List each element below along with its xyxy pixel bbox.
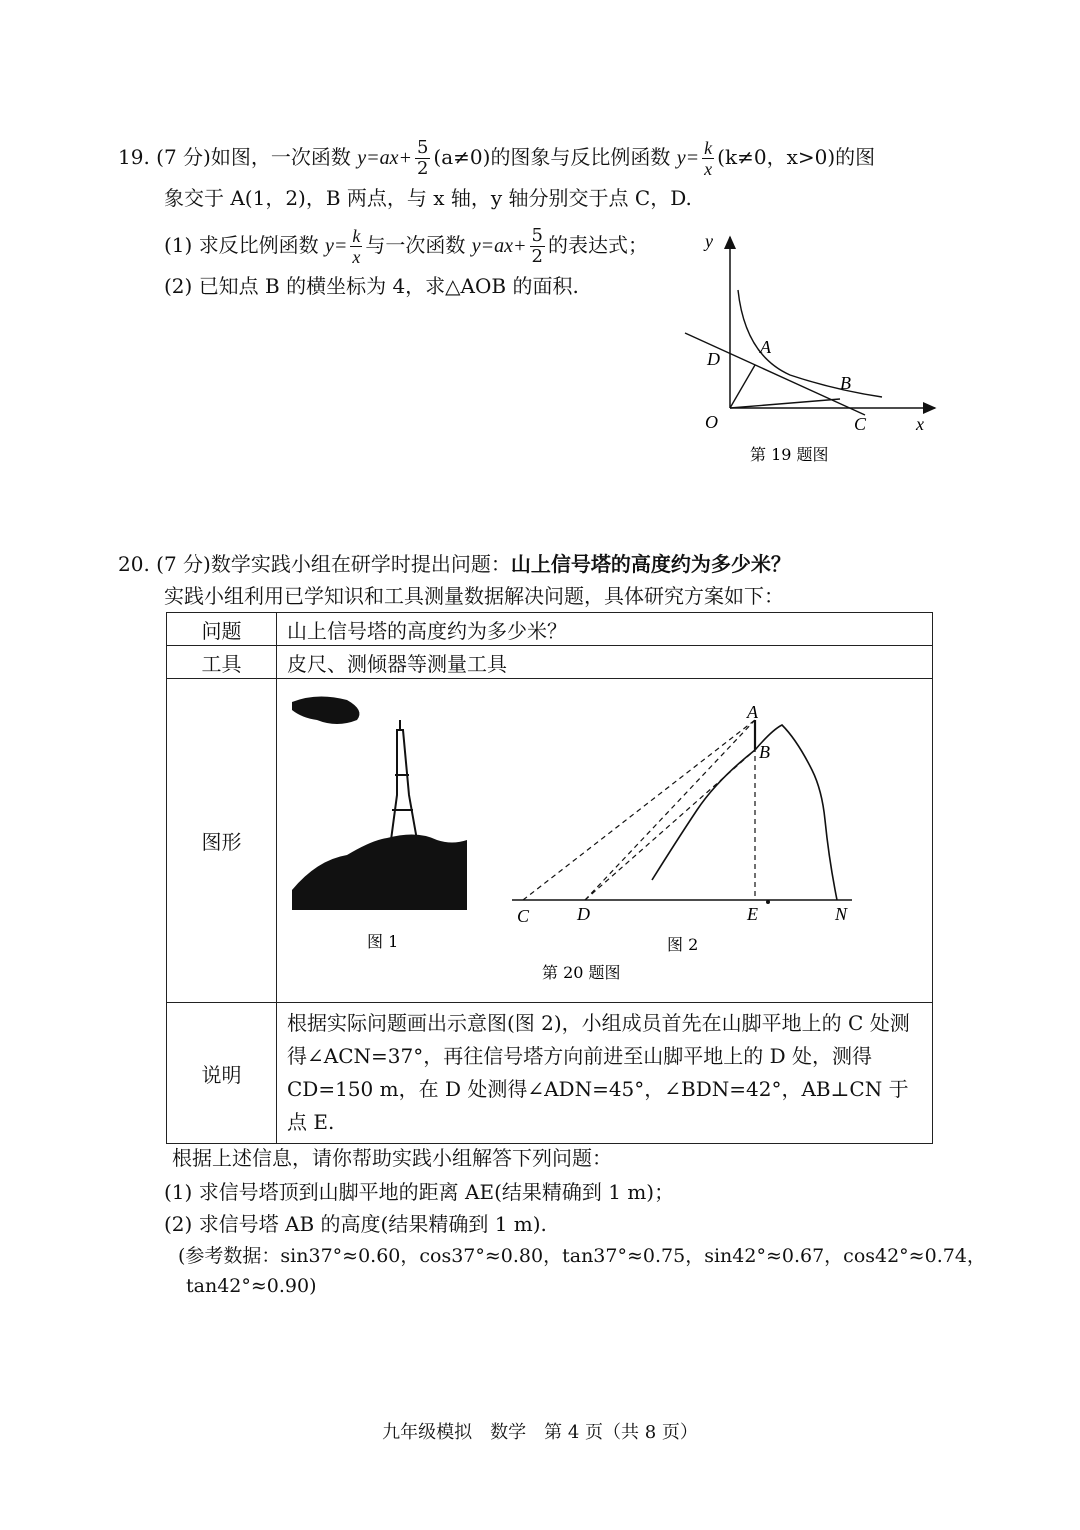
linear-line	[685, 333, 865, 415]
label-B: B	[840, 373, 851, 393]
label-y: y	[705, 231, 713, 251]
q19-number: 19.	[118, 145, 150, 169]
q19-figure	[660, 225, 950, 475]
fig1-tower-photo	[292, 696, 467, 910]
q19-part1	[164, 226, 648, 267]
q20-plan-table	[166, 612, 933, 1144]
frac-num: 5	[531, 225, 543, 246]
label-C: C	[517, 905, 530, 926]
q20-figures	[277, 680, 932, 1002]
frac-den: 2	[416, 158, 429, 179]
q20-part2: (2) 求信号塔 AB 的高度(结果精确到 1 m).	[164, 1212, 547, 1236]
q20-ref1: (参考数据：sin37°≈0.60，cos37°≈0.80，tan37°≈0.75，sin42°≈0.67，cos42°≈0.74，	[178, 1245, 986, 1267]
q19-inverse-eq: y=	[676, 147, 700, 169]
q20-intro-b: 山上信号塔的高度约为多少米？	[510, 552, 791, 576]
segment-OA	[730, 365, 755, 408]
k-num: k	[704, 138, 713, 158]
q19-part2: (2) 已知点 B 的横坐标为 4，求△AOB 的面积.	[164, 274, 579, 298]
q19-p1-inverse: y=	[325, 235, 348, 257]
fig2-schematic	[512, 702, 852, 926]
label-B: B	[759, 741, 770, 762]
label-D: D	[707, 349, 720, 369]
frac-den: 2	[531, 246, 543, 267]
label-C: C	[854, 414, 867, 434]
label-E: E	[747, 903, 758, 924]
frac-num: 5	[416, 137, 429, 158]
label-N: N	[835, 903, 848, 924]
table-row-tools	[167, 646, 933, 679]
q19-p1-b: 与一次函数	[365, 233, 466, 257]
q20-intro-a: 数学实践小组在研学时提出问题：	[210, 552, 511, 576]
row-head-tools: 工具	[167, 646, 277, 679]
x-den: x	[352, 247, 361, 267]
table-row-explanation	[167, 1003, 933, 1144]
point-E-dot	[766, 900, 770, 904]
x-den: x	[704, 159, 713, 179]
segment-OB	[730, 399, 840, 408]
q19-fig-caption: 第 19 题图	[750, 445, 829, 464]
row-content-question: 山上信号塔的高度约为多少米？	[277, 613, 933, 646]
q19-text-a: 如图，一次函数	[210, 145, 351, 169]
q19-line2: 象交于 A(1，2)，B 两点，与 x 轴，y 轴分别交于点 C，D.	[164, 186, 692, 210]
fig2-caption: 图 2	[667, 934, 699, 954]
q19-p1-k-fraction	[350, 226, 362, 267]
q19-line1	[118, 138, 875, 179]
row-head-explanation: 说明	[167, 1003, 277, 1144]
fig1-caption: 图 1	[367, 931, 399, 951]
label-O: O	[705, 412, 718, 432]
label-A: A	[760, 337, 771, 357]
q19-p1-c: 的表达式；	[547, 233, 648, 257]
q20-part1: (1) 求信号塔顶到山脚平地的距离 AE(结果精确到 1 m)；	[164, 1180, 675, 1204]
q19-cond-a: (a≠0)	[433, 145, 491, 169]
q19-cond-k: (k≠0，x>0)	[717, 145, 836, 169]
k-num: k	[352, 226, 361, 246]
row-content-figure	[277, 679, 933, 1003]
label-D: D	[577, 903, 590, 924]
q19-fraction	[415, 138, 430, 179]
page-footer: 九年级模拟 数学 第 4 页（共 8 页）	[382, 1422, 698, 1443]
table-row-question	[167, 613, 933, 646]
row-head-question: 问题	[167, 613, 277, 646]
row-content-tools: 皮尺、测倾器等测量工具	[277, 646, 933, 679]
q19-k-fraction	[702, 138, 714, 179]
q19-p1-fraction	[530, 226, 545, 267]
row-head-figure: 图形	[167, 679, 277, 1003]
q20-line2: 实践小组利用已学知识和工具测量数据解决问题，具体研究方案如下：	[164, 584, 784, 608]
q20-number: 20.	[118, 552, 150, 576]
q20-after: 根据上述信息，请你帮助实践小组解答下列问题：	[172, 1146, 612, 1170]
label-A: A	[747, 701, 758, 722]
q20-ref2: tan42°≈0.90)	[186, 1275, 317, 1297]
q19-text-c: 的图	[835, 145, 876, 169]
q19-linear-eq: y=ax+	[357, 147, 412, 169]
q19-p1-a: (1) 求反比例函数	[164, 233, 319, 257]
table-row-figure	[167, 679, 933, 1003]
q20-line1	[118, 550, 791, 578]
q19-text-b: 的图象与反比例函数	[490, 145, 671, 169]
row-content-explanation: 根据实际问题画出示意图(图 2)，小组成员首先在山脚平地上的 C 处测得∠ACN=37°，再往信号塔方向前进至山脚平地上的 D 处，测得 CD=150 m，在 D 处测得∠ADN=45°，∠BDN=42°，AB⊥CN 于点 E.	[277, 1003, 933, 1144]
mountain-outline	[652, 725, 837, 900]
q19-p1-linear: y=ax+	[471, 235, 527, 257]
q19-score: (7 分)	[156, 145, 211, 169]
line-DA	[585, 720, 755, 900]
label-x: x	[916, 414, 924, 434]
q20-score: (7 分)	[156, 552, 211, 576]
q20-fig-caption: 第 20 题图	[542, 962, 621, 982]
line-CA	[523, 720, 755, 900]
